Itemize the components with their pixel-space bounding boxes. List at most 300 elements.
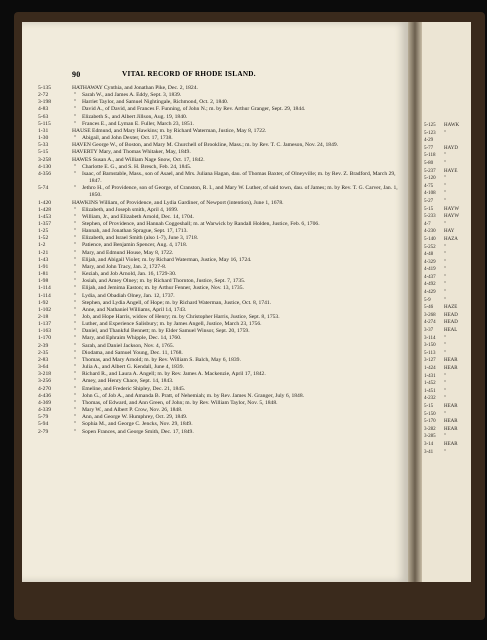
record-entry: [38, 114, 404, 121]
record-text: Sopen Frances, and George Smith, Dec. 17, 1849.: [82, 428, 194, 435]
right-margin-item: [424, 152, 470, 160]
ditto-mark: ": [74, 106, 77, 113]
right-margin-code: 5-233: [424, 214, 436, 220]
right-margin-code: 4-437: [424, 274, 436, 280]
right-margin-code: 5-77: [424, 145, 434, 151]
record-entry: [38, 421, 404, 428]
right-margin-item: [424, 289, 470, 297]
record-code: 1-357: [38, 220, 52, 227]
ditto-mark: ": [74, 378, 77, 385]
record-code: 2-79: [38, 428, 49, 435]
right-margin-word: ": [444, 343, 447, 349]
ditto-mark: ": [74, 135, 77, 142]
right-margin-word: ": [444, 434, 447, 440]
right-margin-item: [424, 190, 470, 198]
record-text: Job, and Hope Harris, widow of Henry; m. by Christopher Harris, Justice, Sept. 8, 1753.: [82, 314, 280, 320]
right-margin-item: [424, 373, 470, 381]
ditto-mark: ": [74, 407, 77, 414]
right-margin-word: HEAR: [444, 426, 458, 432]
ditto-mark: ": [74, 385, 77, 392]
ditto-mark: ": [74, 163, 77, 170]
record-entry: [38, 278, 404, 285]
record-text: Sarah W., and James A. Eddy, Sept. 3, 1839.: [82, 92, 182, 99]
record-entry: [38, 92, 404, 99]
record-text: HAVEN George W., of Boston, and Mary M. Churchell of Brookline, Mass.; m. by Rev. T. C. Jameson, Nov. 24, 1849.: [72, 142, 339, 149]
record-text: Amey, and Henry Chace, Sept. 14, 1843.: [82, 378, 174, 385]
right-margin-code: 4-108: [424, 191, 436, 197]
record-code: 1-114: [38, 292, 51, 299]
record-code: 4-83: [38, 106, 49, 113]
record-text: David A., of David, and Frances F. Funning, of John N.; m. by Rev. Arthur Granger, Sept. 29, 1844.: [82, 106, 306, 113]
record-entry: [38, 393, 404, 400]
record-code: 2-39: [38, 342, 49, 349]
right-margin-word: HAYW: [444, 214, 460, 220]
ditto-mark: ": [74, 213, 77, 220]
ditto-mark: ": [74, 278, 77, 285]
record-entry: [38, 106, 404, 113]
right-margin-item: [424, 274, 470, 282]
record-text: William, Jr., and Elizabeth Arnold, Dec. 14, 1704.: [82, 213, 194, 220]
right-margin-code: 5-118: [424, 153, 436, 159]
record-entry: [38, 378, 404, 385]
right-margin-code: 5-15: [424, 206, 434, 212]
right-margin-code: 3-268: [424, 312, 436, 318]
right-margin-item: [424, 388, 470, 396]
right-margin-word: HAYD: [444, 145, 458, 151]
record-entry: [38, 414, 404, 421]
record-code: 5-115: [38, 120, 51, 127]
right-margin-item: [424, 122, 470, 130]
record-entry: [38, 207, 404, 214]
record-text: Ann, and George W. Humphrey, Oct. 29, 1849.: [82, 414, 188, 421]
right-margin-code: 5-113: [424, 350, 436, 356]
record-entry: [38, 307, 404, 314]
right-margin-code: 1-452: [424, 381, 436, 387]
right-margin-word: ": [444, 274, 447, 280]
record-code: 1-114: [38, 285, 51, 292]
right-margin-item: [424, 297, 470, 305]
record-code: 4-339: [38, 407, 52, 414]
record-code: 5-63: [38, 113, 49, 120]
record-text: HAVERTY Mary, and Thomas Whitaker, May, 1849.: [72, 149, 191, 156]
record-code: 1-2: [38, 242, 46, 249]
record-entry: [38, 149, 404, 156]
right-margin-item: [424, 350, 470, 358]
record-entry: [38, 371, 404, 378]
record-code: 5-94: [38, 421, 49, 428]
ditto-mark: ": [74, 342, 77, 349]
ditto-mark: ": [74, 399, 77, 406]
record-text: HATHAWAY Cynthia, and Jonathan Pike, Dec. 2, 1824.: [72, 85, 198, 91]
record-text: Josiah, and Amey Olney; m. by Richard Thornton, Justice, Sept. 7, 1735.: [82, 278, 246, 285]
record-code: 3-218: [38, 371, 52, 378]
right-margin-word: HEAR: [444, 403, 458, 409]
record-code: 1-420: [38, 199, 52, 206]
right-margin-code: 4-75: [424, 183, 434, 189]
ditto-mark: ": [74, 242, 77, 249]
right-margin-word: ": [444, 297, 447, 303]
right-margin-code: 5-140: [424, 236, 436, 242]
right-margin-code: 5-46: [424, 305, 434, 311]
record-entry: [38, 185, 404, 199]
record-text: Stephen, and Lydia Angell, of Hope; m. by Richard Waterman, Justice, Oct. 8, 1741.: [82, 299, 272, 306]
record-code: 1-52: [38, 235, 49, 242]
right-margin-item: [424, 145, 470, 153]
record-entry: [38, 164, 404, 171]
ditto-mark: ": [74, 185, 77, 192]
record-text: Anne, and Nathaniel Williams, April 14, 1743.: [82, 306, 187, 313]
record-text: Sarah, and Daniel Jackson, Nov. 4, 1765.: [82, 342, 175, 349]
record-entry: [38, 128, 404, 135]
right-margin-code: 3-150: [424, 343, 436, 349]
record-entry: [38, 250, 404, 257]
ditto-mark: ": [74, 314, 77, 320]
record-text: Elizabeth, and Joseph smith, April 4, 1699.: [82, 206, 179, 213]
right-margin-word: ": [444, 183, 447, 189]
right-margin-code: 3-37: [424, 328, 434, 334]
right-margin-code: 4-419: [424, 267, 436, 273]
record-code: 1-92: [38, 299, 49, 306]
record-code: 2-72: [38, 92, 49, 99]
ditto-mark: ": [74, 371, 77, 378]
right-margin-code: 4-230: [424, 229, 436, 235]
right-margin-item: [424, 213, 470, 221]
record-text: Julia A., and Albert G. Kendall, June 4, 1839.: [82, 364, 184, 371]
record-code: 1-163: [38, 328, 52, 335]
right-margin-code: 5-123: [424, 130, 436, 136]
right-margin-word: ": [444, 252, 447, 258]
record-text: Patience, and Benjamin Spencer, Aug. 4, 1718.: [82, 242, 188, 249]
right-margin-word: HEAD: [444, 320, 458, 326]
right-margin-word: ": [444, 244, 447, 250]
right-margin-code: 5-15: [424, 403, 434, 409]
right-margin-code: 5-27: [424, 198, 434, 204]
ditto-mark: ": [74, 170, 77, 177]
right-margin-item: [424, 395, 470, 403]
ditto-mark: ": [74, 228, 77, 235]
record-text: Stephen, of Providence, and Hannah Coggeshall; m. at Warwick by Randall Holden, Justice, Feb. 6, 1706.: [82, 220, 320, 227]
record-text: Isaac, of Barnstable, Mass., son of Asael, and Mrs. Juliana Hagan, dau. of Thomas Baxter, of Olneyville; m. by Rev. Z. Bradford, March 29, 1847.: [82, 170, 396, 185]
record-code: 1-137: [38, 321, 52, 328]
right-margin-item: [424, 266, 470, 274]
record-text: Mary W., and Albert P. Crow, Nov. 26, 1848.: [82, 407, 183, 414]
record-entry: [38, 257, 404, 264]
record-entry: [38, 285, 404, 292]
right-margin-item: [424, 441, 470, 449]
right-margin-code: 3-14: [424, 441, 434, 447]
record-code: 2-83: [38, 356, 49, 363]
right-margin-word: HAZA: [444, 236, 458, 242]
left-page: [22, 22, 408, 582]
record-text: Elizabeth S., and Albert Jillson, Aug. 19, 1840.: [82, 113, 188, 120]
record-code: 4-270: [38, 385, 52, 392]
page-title: VITAL RECORD OF RHODE ISLAND.: [122, 70, 256, 78]
right-margin-code: 3-41: [424, 449, 434, 455]
record-code: 1-91: [38, 263, 49, 270]
right-margin-item: [424, 418, 470, 426]
ditto-mark: ": [74, 349, 77, 356]
right-margin-code: 4-48: [424, 252, 434, 258]
record-code: 1-81: [38, 271, 49, 278]
ditto-mark: ": [74, 120, 77, 127]
right-margin-word: ": [444, 381, 447, 387]
record-code: 1-25: [38, 228, 49, 235]
right-margin-item: [424, 433, 470, 441]
right-margin-word: ": [444, 198, 447, 204]
record-text: Lydia, and Obadiah Olney, Jan. 12, 1737.: [82, 292, 175, 299]
record-text: Mary, and Ephraim Whipple, Dec. 14, 1760.: [82, 335, 182, 342]
ditto-mark: ": [74, 263, 77, 270]
record-text: Luther, and Experience Salisbury; m. by James Angell, Justice, March 23, 1756.: [82, 321, 262, 328]
ditto-mark: ": [74, 414, 77, 421]
record-code: 1-21: [38, 249, 49, 256]
record-entry: [38, 214, 404, 221]
ditto-mark: ": [74, 206, 77, 213]
ditto-mark: ": [74, 299, 77, 306]
record-text: Sophia M., and George C. Jencks, Nov. 29, 1849.: [82, 421, 193, 428]
record-text: Thomas, and Mary Arnold; m. by Rev. William S. Balch, May 6, 1839.: [82, 356, 241, 363]
record-text: HAWES Susan A., and William Nage Snow, Oct. 17, 1842.: [72, 156, 205, 163]
right-margin-item: [424, 335, 470, 343]
right-margin-code: 4-329: [424, 259, 436, 265]
record-entry: [38, 429, 404, 436]
record-text: Hannah, and Jonathan Sprague, Sept. 17, 1713.: [82, 228, 188, 235]
right-margin-code: 3-282: [424, 426, 436, 432]
right-margin-code: 4-429: [424, 290, 436, 296]
right-margin-item: [424, 449, 470, 457]
right-margin-item: [424, 206, 470, 214]
record-text: Elijah, and Abigail Violet; m. by Richard Waterman, Justice, May 16, 1724.: [82, 256, 252, 263]
record-code: 3-64: [38, 364, 49, 371]
right-margin-word: ": [444, 282, 447, 288]
record-text: Keziah, and Job Arnold, Jan. 16, 1729-30.: [82, 271, 177, 278]
right-margin-item: [424, 411, 470, 419]
right-margin-word: HEAR: [444, 419, 458, 425]
right-margin-word: HEAL: [444, 328, 458, 334]
ditto-mark: ": [74, 328, 77, 335]
page-header: [72, 70, 402, 82]
right-margin-item: [424, 426, 470, 434]
right-margin-code: 1-451: [424, 388, 436, 394]
right-margin-word: ": [444, 335, 447, 341]
right-margin-code: 5-237: [424, 168, 436, 174]
right-margin-item: [424, 251, 470, 259]
right-margin-item: [424, 236, 470, 244]
record-code: 4-130: [38, 163, 52, 170]
right-margin-item: [424, 327, 470, 335]
right-margin-item: [424, 198, 470, 206]
right-margin-word: HAYW: [444, 206, 460, 212]
record-entry: [38, 85, 404, 92]
record-entry: [38, 300, 404, 307]
record-entry: [38, 221, 404, 228]
ditto-mark: ": [74, 421, 77, 428]
right-margin-word: ": [444, 267, 447, 273]
right-margin-item: [424, 130, 470, 138]
right-margin-word: ": [444, 411, 447, 417]
right-margin-code: 4-7: [424, 221, 431, 227]
record-text: Elizabeth, and Israel Smith (also 1-7), June 3, 1718.: [82, 235, 199, 242]
record-text: Abigail, and John Dexter, Oct. 17, 1738.: [82, 135, 173, 142]
right-margin-word: HEAR: [444, 366, 458, 371]
record-code: 5-33: [38, 142, 49, 149]
ditto-mark: ": [74, 335, 77, 342]
ditto-mark: ": [74, 235, 77, 242]
record-entry: [38, 328, 404, 335]
right-margin-word: HEAR: [444, 358, 458, 364]
record-entry: [38, 350, 404, 357]
right-margin-code: 5-80: [424, 160, 434, 166]
right-margin-code: 5-170: [424, 419, 436, 425]
right-margin-code: 1-431: [424, 373, 436, 379]
ditto-mark: ": [74, 428, 77, 435]
record-list: [38, 85, 404, 436]
right-margin-word: HEAD: [444, 312, 458, 318]
record-entry: [38, 386, 404, 393]
right-margin-word: HAYE: [444, 168, 458, 174]
ditto-mark: ": [74, 321, 77, 328]
right-margin-item: [424, 259, 470, 267]
right-margin-code: 3-127: [424, 358, 436, 364]
ditto-mark: ": [74, 306, 77, 313]
right-margin-word: ": [444, 396, 447, 402]
record-text: Jethro H., of Providence, son of George, of Cranston, R. I., and Mary W. Luther, of said town, dau. of James; m. by Rev. T. G. Carver, Jan. 1, 1850.: [82, 185, 398, 199]
record-entry: [38, 200, 404, 207]
right-margin-code: 1-424: [424, 366, 436, 371]
right-margin-item: [424, 312, 470, 320]
ditto-mark: ": [74, 271, 77, 278]
record-text: John G., of Job A., and Amanda B. Pratt, of Nehemiah; m. by Rev. James N. Granger, July 6, 1848.: [82, 392, 305, 399]
record-entry: [38, 142, 404, 149]
right-margin-item: [424, 403, 470, 411]
right-margin-code: 3-114: [424, 335, 436, 341]
right-margin-code: 4-29: [424, 138, 434, 144]
record-code: 1-428: [38, 206, 52, 213]
record-entry: [38, 271, 404, 278]
right-margin-item: [424, 342, 470, 350]
right-margin-item: [424, 304, 470, 312]
record-entry: [38, 407, 404, 414]
record-code: 5-79: [38, 414, 49, 421]
record-entry: [38, 157, 404, 164]
record-code: 3-198: [38, 99, 52, 106]
record-text: Charlotte E. G., and S. H. Bresch, Feb. 24, 1845.: [82, 163, 192, 170]
ditto-mark: ": [74, 99, 77, 106]
record-text: Harriet Taylor, and Samuel Nightingale, Richmond, Oct. 2, 1840.: [82, 99, 229, 106]
record-entry: [38, 357, 404, 364]
right-margin-item: [424, 244, 470, 252]
page-number: 90: [72, 70, 81, 79]
right-margin-code: 4-492: [424, 282, 436, 288]
right-margin-item: [424, 160, 470, 168]
ditto-mark: ": [74, 220, 77, 227]
right-margin-item: [424, 281, 470, 289]
right-margin-item: [424, 168, 470, 176]
record-text: Frances E., and Lyman E. Fuller, March 23, 1851.: [82, 120, 194, 127]
record-entry: [38, 335, 404, 342]
right-margin-code: 5-150: [424, 411, 436, 417]
right-margin-item: [424, 365, 470, 373]
record-code: 5-15: [38, 149, 49, 156]
record-entry: [38, 264, 404, 271]
record-code: 4-369: [38, 399, 52, 406]
right-margin-code: 4-274: [424, 320, 436, 326]
right-margin-word: HAZE: [444, 305, 458, 311]
right-margin-word: HAY: [444, 229, 455, 235]
right-margin-word: ": [444, 176, 447, 182]
record-code: 1-102: [38, 306, 52, 313]
ditto-mark: ": [74, 364, 77, 371]
record-text: Daniel, and Thankful Bennett; m. by Elder Samuel Winsor, Sept. 20, 1759.: [82, 328, 250, 335]
record-code: 1-30: [38, 135, 49, 142]
record-code: 1-43: [38, 256, 49, 263]
record-entry: [38, 121, 404, 128]
record-code: 3-258: [38, 156, 52, 163]
right-margin-word: ": [444, 373, 447, 379]
record-text: Mary, and Edmund House, May 8, 1722.: [82, 249, 174, 256]
record-code: 5-135: [38, 85, 52, 91]
record-code: 2-35: [38, 349, 49, 356]
record-code: 4-436: [38, 392, 52, 399]
right-margin-code: 5-125: [424, 123, 436, 128]
ditto-mark: ": [74, 256, 77, 263]
right-margin-word: ": [444, 290, 447, 296]
record-text: Emeline, and Frederic Shipley, Dec. 21, 1845.: [82, 385, 186, 392]
record-entry: [38, 343, 404, 350]
record-entry: [38, 293, 404, 300]
book-gutter: [408, 22, 422, 582]
record-entry: [38, 400, 404, 407]
record-text: Thomas, of Edward, and Ann Green, of John; m. by Rev. William Taylor, Nov. 5, 1848.: [82, 399, 278, 406]
ditto-mark: ": [74, 392, 77, 399]
right-margin-word: ": [444, 350, 447, 356]
record-code: 1-170: [38, 335, 52, 342]
right-margin-item: [424, 319, 470, 327]
record-code: 2-18: [38, 314, 49, 320]
right-margin-item: [424, 357, 470, 365]
right-margin-item: [424, 380, 470, 388]
ditto-mark: ": [74, 113, 77, 120]
right-margin-word: ": [444, 388, 447, 394]
right-margin-item: [424, 228, 470, 236]
right-margin-word: HAWK: [444, 123, 460, 128]
record-entry: [38, 364, 404, 371]
ditto-mark: ": [74, 249, 77, 256]
record-code: 1-98: [38, 278, 49, 285]
right-margin-word: ": [444, 130, 447, 136]
record-code: 3-256: [38, 378, 52, 385]
right-margin-code: 5-120: [424, 176, 436, 182]
right-margin-code: 5-252: [424, 244, 436, 250]
record-code: 1-31: [38, 127, 49, 134]
right-margin-word: ": [444, 221, 447, 227]
record-text: Richard R., and Laura A. Angell; m. by Rev. James A. Mackenzie, April 17, 1842.: [82, 371, 266, 378]
record-text: Diodama, and Samuel Young, Dec. 11, 1768.: [82, 349, 183, 356]
record-code: 5-74: [38, 185, 49, 192]
ditto-mark: ": [74, 292, 77, 299]
right-margin-word: ": [444, 259, 447, 265]
record-code: 1-453: [38, 213, 52, 220]
right-margin-code: 5-9: [424, 297, 431, 303]
right-margin-word: HEAR: [444, 441, 458, 447]
right-margin-code: 3-285: [424, 434, 436, 440]
ditto-mark: ": [74, 356, 77, 363]
record-text: Mary, and John Tracy, Jan. 2, 1727-8.: [82, 263, 167, 270]
record-text: HAWKINS William, of Providence, and Lydia Gardiner, of Newport (intention), June 1, 1678.: [72, 199, 284, 206]
right-margin-item: [424, 175, 470, 183]
right-margin-item: [424, 137, 470, 145]
record-code: 4-356: [38, 170, 52, 177]
